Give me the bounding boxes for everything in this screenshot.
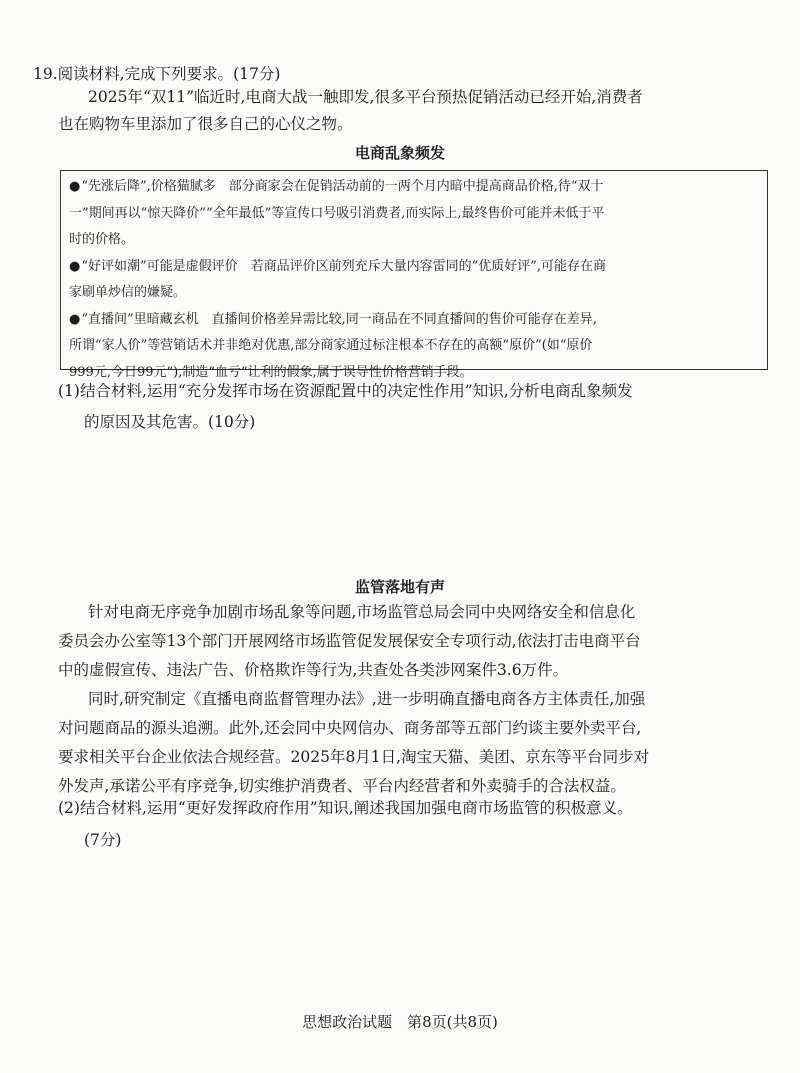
- box-item-3-line-3: 999元,今日99元”),制造“血亏”让利的假象,属于误导性价格营销手段。: [69, 364, 473, 380]
- section2-title: 监管落地有声: [354, 578, 445, 596]
- sub-question-1-line-1: (1)结合材料,运用“充分发挥市场在资源配置中的决定性作用”知识,分析电商乱象频发: [58, 382, 633, 400]
- box-item-1-line-3: 时的价格。: [69, 232, 135, 247]
- box-item-2: [69, 254, 759, 281]
- box-item-1: [69, 174, 759, 201]
- intro-line-2: 也在购物车里添加了很多自己的心仪之物。: [58, 115, 353, 133]
- para1-line-1: [58, 598, 773, 627]
- para2-line-3: 要求相关平台企业依法合规经营。2025年8月1日,淘宝天猫、美团、京东等平台同步对: [58, 748, 650, 766]
- section2-body: [58, 598, 773, 801]
- para1-line-1-text: 针对电商无序竞争加剧市场乱象等问题,市场监管总局会同中央网络安全和信息化: [88, 603, 636, 621]
- sub-question-2: [58, 792, 773, 856]
- box-item-1-line-2: 一”期间再以“惊天降价”“全年最低”等宣传口号吸引消费者,而实际上,最终售价可能并未低于平: [69, 205, 605, 221]
- box-item-2-line-2: 家刷单炒信的嫌疑。: [69, 285, 187, 300]
- section1-title: 电商乱象频发: [354, 144, 445, 162]
- box-item-3: [69, 307, 759, 334]
- intro-paragraph: [58, 84, 773, 138]
- material-box: [60, 170, 768, 380]
- box-item-1-line-1: “先涨后降”,价格猫腻多 部分商家会在促销活动前的一两个月内暗中提高商品价格,待“双十: [81, 179, 604, 194]
- para2-line-4: 外发声,承诺公平有序竞争,切实维护消费者、平台内经营者和外卖骑手的合法权益。: [58, 777, 626, 795]
- sub-question-2-line-2: (7分): [84, 831, 122, 849]
- sub-question-2-line-1: (2)结合材料,运用“更好发挥政府作用”知识,阐述我国加强电商市场监管的积极意义。: [58, 799, 633, 817]
- para2-line-1-text: 同时,研究制定《直播电商监督管理办法》,进一步明确直播电商各方主体责任,加强: [88, 690, 646, 708]
- intro-line-1: 2025年“双11”临近时,电商大战一触即发,很多平台预热促销活动已经开始,消费者: [88, 88, 643, 106]
- para2-line-1: [58, 685, 773, 714]
- question-header: 19.阅读材料,完成下列要求。(17分): [33, 65, 281, 83]
- para1-line-3: 中的虚假宣传、违法广告、价格欺诈等行为,共查处各类涉网案件3.6万件。: [58, 661, 569, 679]
- para2-line-2: 对问题商品的源头追溯。此外,还会同中央网信办、商务部等五部门约谈主要外卖平台,: [58, 719, 642, 737]
- sub-question-1-line-2: 的原因及其危害。(10分): [84, 413, 256, 431]
- sub-question-1: [58, 376, 758, 438]
- box-item-3-line-1: “直播间”里暗藏玄机 直播间价格差异需比较,同一商品在不同直播间的售价可能存在差异,: [81, 311, 597, 327]
- para1-line-2: 委员会办公室等13个部门开展网络市场监管促发展保安全专项行动,依法打击电商平台: [58, 632, 641, 650]
- page-footer: 思想政治试题 第8页(共8页): [302, 1013, 498, 1031]
- box-item-3-line-2: 所谓“家人价”等营销话术并非绝对优惠,部分商家通过标注根本不存在的高额“原价”(如“原价: [69, 338, 593, 353]
- box-item-2-line-1: “好评如潮”可能是虚假评价 若商品评价区前列充斥大量内容雷同的“优质好评”,可能存在商: [81, 258, 607, 274]
